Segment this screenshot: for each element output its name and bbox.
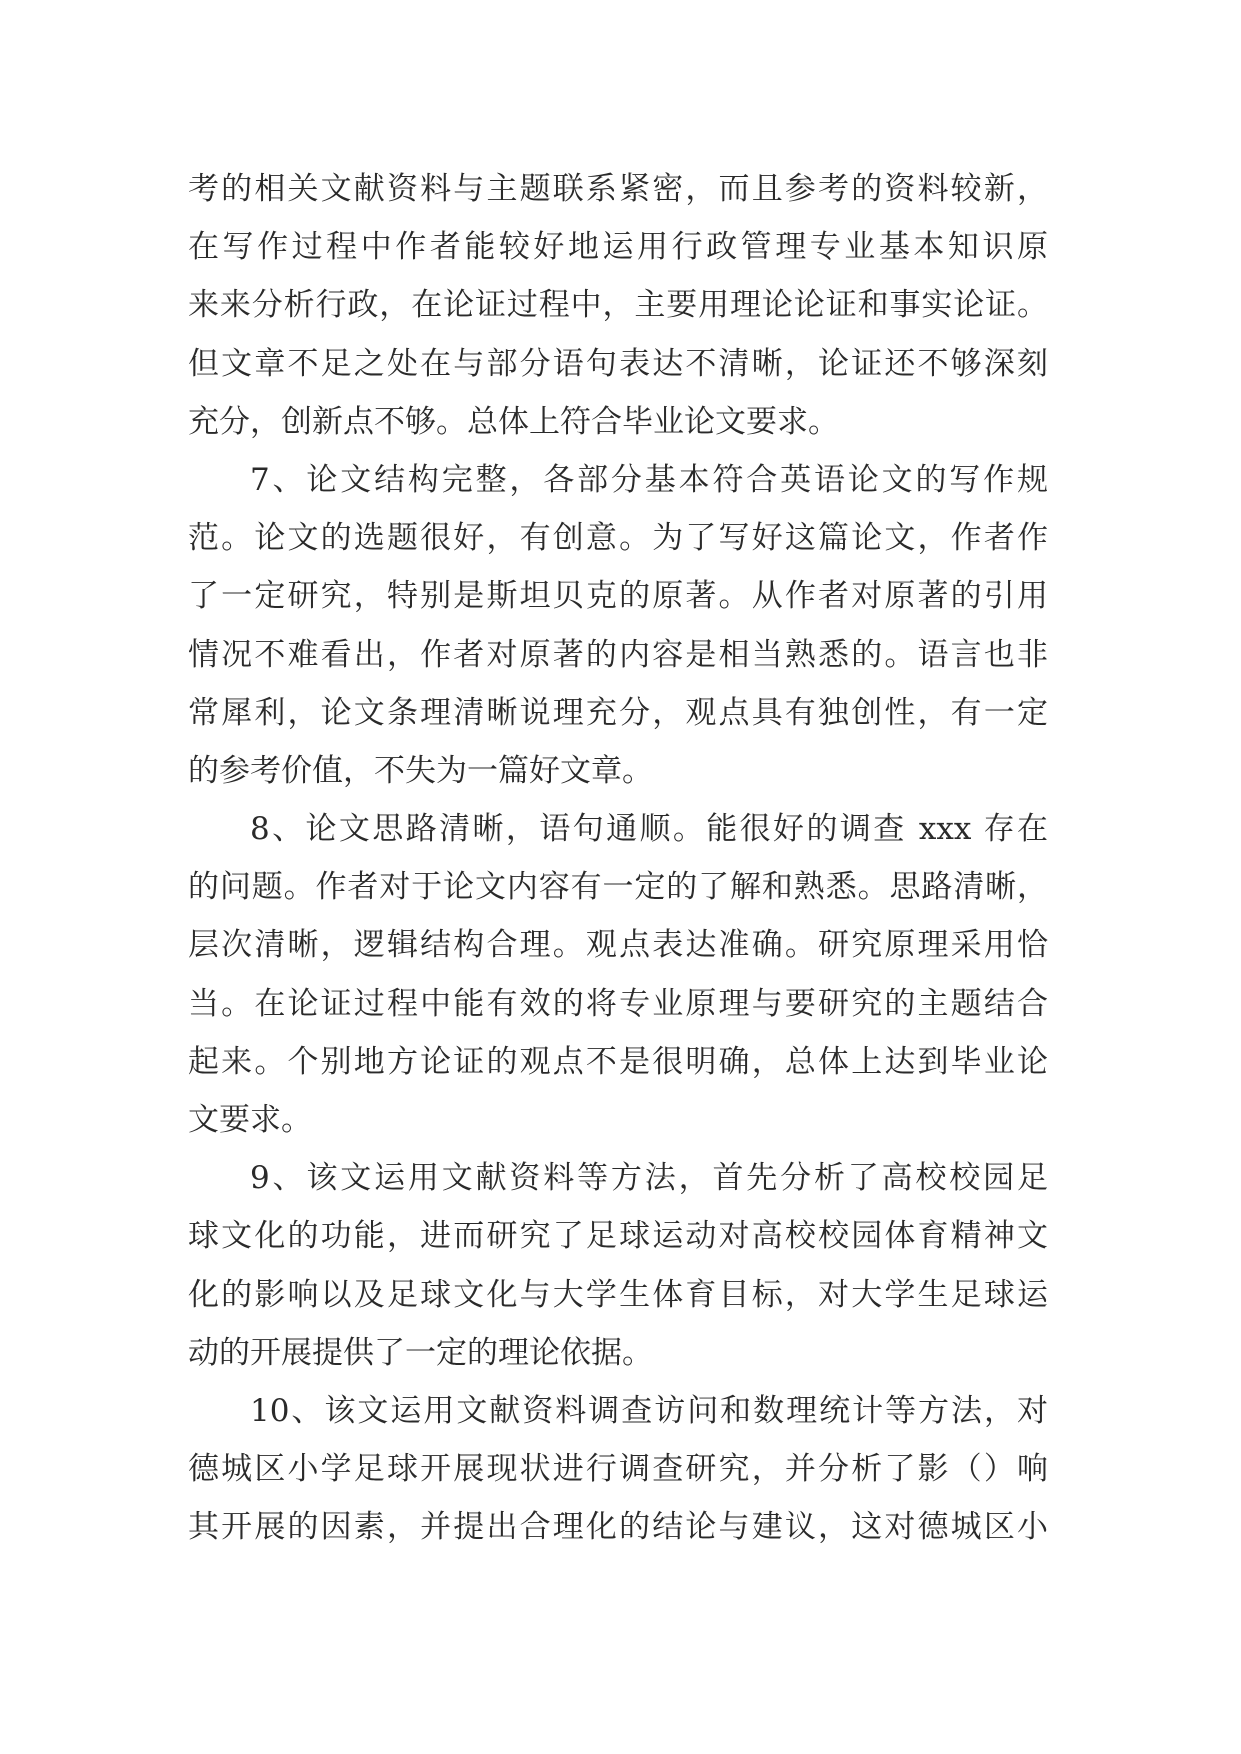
- document-body: [188, 160, 1048, 1557]
- text-line: 考的相关文献资料与主题联系紧密，而且参考的资料较新，: [188, 171, 1048, 207]
- paragraph-start-line: 8、论文思路清晰，语句通顺。能很好的调查 xxx 存在: [250, 811, 1048, 848]
- text-line: 但文章不足之处在与部分语句表达不清晰，论证还不够深刻: [188, 345, 1048, 382]
- text-line: 在写作过程中作者能较好地运用行政管理专业基本知识原: [188, 229, 1048, 266]
- text-line: 文要求。: [188, 1102, 312, 1138]
- paragraph-start-line: 7、论文结构完整，各部分基本符合英语论文的写作规: [250, 461, 1048, 498]
- paragraph-start-line: 10、该文运用文献资料调查访问和数理统计等方法，对: [250, 1392, 1048, 1429]
- text-line: 化的影响以及足球文化与大学生体育目标，对大学生足球运: [188, 1276, 1048, 1313]
- paragraph-start-line: 9、该文运用文献资料等方法，首先分析了高校校园足: [250, 1160, 1048, 1197]
- text-line: 球文化的功能，进而研究了足球运动对高校校园体育精神文: [188, 1218, 1048, 1255]
- text-line: 常犀利，论文条理清晰说理充分，观点具有独创性，有一定: [188, 694, 1048, 731]
- text-line: 了一定研究，特别是斯坦贝克的原著。从作者对原著的引用: [188, 578, 1048, 615]
- text-line: 动的开展提供了一定的理论依据。: [188, 1334, 653, 1371]
- text-line: 德城区小学足球开展现状进行调查研究，并分析了影（）响: [188, 1451, 1048, 1488]
- text-line: 的问题。作者对于论文内容有一定的了解和熟悉。思路清晰，: [188, 869, 1048, 906]
- text-line: 范。论文的选题很好，有创意。为了写好这篇论文，作者作: [188, 520, 1048, 557]
- text-line: 情况不难看出，作者对原著的内容是相当熟悉的。语言也非: [188, 636, 1048, 673]
- text-line: 的参考价值，不失为一篇好文章。: [188, 752, 653, 789]
- text-line: 来来分析行政，在论证过程中，主要用理论论证和事实论证。: [188, 287, 1048, 324]
- text-line: 充分，创新点不够。总体上符合毕业论文要求。: [188, 403, 839, 440]
- text-line: 层次清晰，逻辑结构合理。观点表达准确。研究原理采用恰: [188, 927, 1048, 964]
- text-line: 其开展的因素，并提出合理化的结论与建议，这对德城区小: [188, 1509, 1048, 1546]
- text-line: 起来。个别地方论证的观点不是很明确，总体上达到毕业论: [188, 1043, 1048, 1080]
- text-line: 当。在论证过程中能有效的将专业原理与要研究的主题结合: [188, 985, 1048, 1022]
